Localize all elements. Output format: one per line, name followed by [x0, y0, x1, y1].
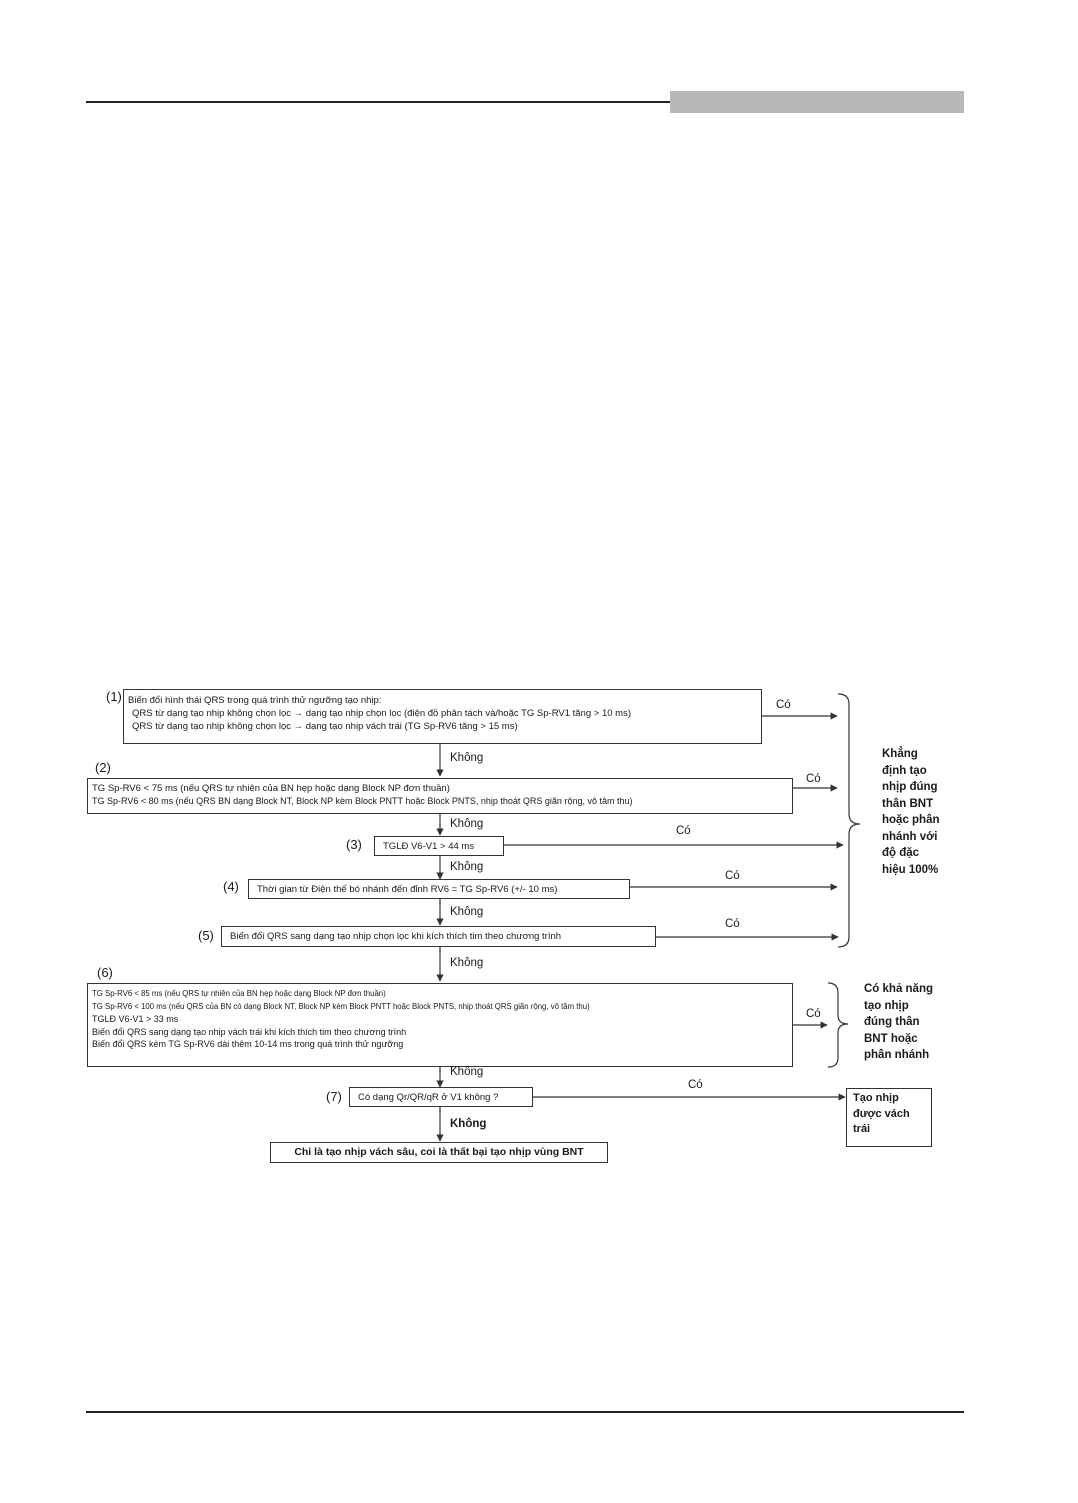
conclusion-confirmed-line-6: nhánh với	[882, 830, 938, 843]
conclusion-confirmed-line-8: hiệu 100%	[882, 863, 939, 876]
no-label-5: Không	[450, 957, 484, 969]
step-3-line-1: TGLĐ V6-V1 > 44 ms	[383, 840, 475, 852]
conclusion-left-septal	[846, 1088, 932, 1147]
no-label-3: Không	[450, 861, 484, 873]
step-5-box	[221, 926, 656, 947]
step-7-number: (7)	[326, 1089, 342, 1104]
conclusion-possible-line-1: Có khả năng	[864, 983, 934, 995]
yes-label-6: Có	[806, 1008, 821, 1020]
step-5-number: (5)	[198, 928, 214, 943]
conclusion-confirmed-line-1: Khẳng	[882, 748, 918, 760]
brace-possible	[828, 983, 848, 1067]
step-6-line-1: TG Sp-RV6 < 85 ms (nếu QRS tự nhiên của BN hẹp hoặc dạng Block NP đơn thuần)	[92, 989, 386, 998]
no-label-1: Không	[450, 752, 484, 764]
conclusion-left-septal-line-2: được vách	[853, 1107, 910, 1120]
conclusion-possible-line-4: BNT hoặc	[864, 1032, 918, 1045]
final-no-text: Chỉ là tạo nhịp vách sâu, coi là thất bại tạo nhịp vùng BNT	[294, 1146, 584, 1158]
conclusion-confirmed-line-7: độ đặc	[882, 847, 920, 859]
step-2-line-1: TG Sp-RV6 < 75 ms (nếu QRS tự nhiên của BN hẹp hoặc dạng Block NP đơn thuần)	[92, 783, 450, 794]
no-label-2: Không	[450, 818, 484, 830]
yes-label-4: Có	[725, 870, 740, 882]
step-1-line-2: QRS từ dạng tạo nhịp không chọn lọc → dạng tạo nhịp chọn lọc (điện đồ phân tách và/hoặc TG Sp-RV1 tăng > 10 ms)	[132, 708, 632, 719]
step-6-line-4: Biến đổi QRS sang dạng tạo nhịp vách trái khi kích thích tim theo chương trình	[92, 1026, 407, 1037]
step-6-line-2: TG Sp-RV6 < 100 ms (nếu QRS của BN có dạng Block NT, Block NP kèm Block PNTT hoặc Block PNTS, nhịp thoát QRS giãn rộng, vô tâm thu)	[92, 1001, 590, 1011]
step-5-line-1: Biến đổi QRS sang dạng tạo nhịp chọn lọc khi kích thích tim theo chương trình	[230, 931, 562, 942]
step-4-number: (4)	[223, 879, 239, 894]
step-7-box	[349, 1087, 533, 1107]
conclusion-confirmed-line-2: định tạo	[882, 764, 927, 777]
conclusion-confirmed-line-4: thân BNT	[882, 797, 934, 810]
step-1-number: (1)	[106, 689, 122, 704]
step-6-box	[87, 983, 793, 1067]
yes-label-5: Có	[725, 918, 740, 930]
no-label-6: Không	[450, 1066, 484, 1078]
no-label-7: Không	[450, 1118, 487, 1130]
step-1-line-1: Biến đổi hình thái QRS trong quá trình thử ngưỡng tạo nhịp:	[128, 695, 382, 706]
final-no-box	[270, 1142, 608, 1163]
conclusion-left-septal-line-1: Tạo nhịp	[853, 1092, 899, 1104]
step-6-line-3: TGLĐ V6-V1 > 33 ms	[92, 1014, 179, 1025]
step-2-number: (2)	[95, 760, 111, 775]
conclusion-left-septal-line-3: trái	[853, 1123, 871, 1135]
conclusion-possible-line-5: phân nhánh	[864, 1049, 930, 1061]
yes-label-1: Có	[776, 699, 791, 711]
step-3-number: (3)	[346, 837, 362, 852]
brace-confirmed	[838, 694, 860, 947]
step-4-line-1: Thời gian từ Điện thế bó nhánh đến đỉnh RV6 = TG Sp-RV6 (+/- 10 ms)	[257, 883, 558, 895]
step-7-line-1: Có dạng Qr/QR/qR ở V1 không ?	[358, 1091, 499, 1103]
conclusion-possible	[864, 981, 933, 1064]
conclusion-confirmed	[882, 746, 940, 878]
step-4-box	[248, 879, 630, 899]
yes-label-7: Có	[688, 1079, 703, 1091]
step-3-box	[374, 836, 504, 856]
step-2-line-2: TG Sp-RV6 < 80 ms (nếu QRS BN dạng Block NT, Block NP kèm Block PNTT hoặc Block PNTS, nhịp thoát QRS giãn rộng, vô tâm thu)	[92, 796, 633, 806]
conclusion-confirmed-line-5: hoặc phân	[882, 814, 940, 826]
yes-label-3: Có	[676, 825, 691, 837]
no-label-4: Không	[450, 906, 484, 918]
conclusion-possible-line-2: tạo nhịp	[864, 999, 909, 1012]
step-2-box	[87, 778, 793, 814]
step-1-line-3: QRS từ dạng tạo nhịp không chọn lọc → dạng tạo nhịp vách trái (TG Sp-RV6 tăng > 15 ms)	[132, 721, 518, 732]
conclusion-possible-line-3: đúng thân	[864, 1016, 920, 1028]
conclusion-confirmed-line-3: nhịp đúng	[882, 781, 938, 793]
yes-label-2: Có	[806, 773, 821, 785]
step-6-line-5: Biến đổi QRS kèm TG Sp-RV6 dài thêm 10-14 ms trong quá trình thử ngưỡng	[92, 1039, 404, 1050]
step-6-number: (6)	[97, 965, 113, 980]
step-1-box	[123, 689, 762, 744]
